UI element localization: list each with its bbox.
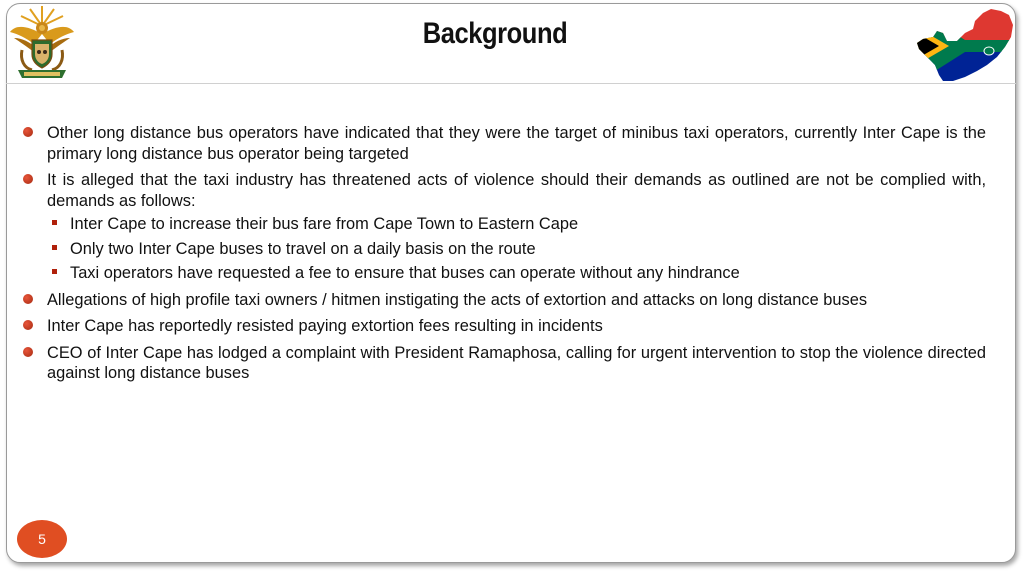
south-africa-flag-map-icon bbox=[913, 7, 1016, 85]
bullet-item bbox=[22, 170, 986, 284]
bullet-dot-icon bbox=[23, 294, 33, 304]
sub-bullet-square-icon bbox=[52, 269, 57, 274]
bullet-text: CEO of Inter Cape has lodged a complaint with President Ramaphosa, calling for urgent intervention to stop the violence directed against long distance buses bbox=[47, 343, 986, 382]
page-number-badge bbox=[17, 520, 67, 558]
sub-bullet-text: Inter Cape to increase their bus fare from Cape Town to Eastern Cape bbox=[70, 215, 579, 233]
bullet-list bbox=[22, 123, 986, 390]
sub-bullet-item bbox=[22, 239, 986, 260]
page-number: 5 bbox=[38, 531, 46, 547]
bullet-dot-icon bbox=[23, 320, 33, 330]
slide-title: Background bbox=[422, 17, 568, 50]
header-divider bbox=[6, 83, 1016, 84]
bullet-item bbox=[22, 316, 986, 337]
bullet-text: Other long distance bus operators have indicated that they were the target of minibus taxi operators, currently Inter Cape is the primary long distance bus operator being targeted bbox=[47, 124, 986, 163]
sub-bullet-list bbox=[47, 214, 986, 284]
coat-of-arms-icon bbox=[8, 4, 76, 82]
sub-bullet-text: Only two Inter Cape buses to travel on a daily basis on the route bbox=[70, 239, 536, 258]
bullet-text: Inter Cape has reportedly resisted paying extortion fees resulting in incidents bbox=[47, 317, 603, 335]
bullet-dot-icon bbox=[23, 347, 33, 357]
sub-bullet-item bbox=[22, 214, 986, 235]
sub-bullet-text: Taxi operators have requested a fee to ensure that buses can operate without any hindrance bbox=[70, 264, 740, 282]
bullet-text: It is alleged that the taxi industry has threatened acts of violence should their demands as outlined are not be complied with, demands as follows: bbox=[47, 171, 986, 210]
bullet-dot-icon bbox=[23, 174, 33, 184]
bullet-item bbox=[22, 290, 986, 311]
sub-bullet-item bbox=[22, 263, 986, 284]
bullet-text: Allegations of high profile taxi owners / hitmen instigating the acts of extortion and attacks on long distance buses bbox=[47, 290, 868, 309]
bullet-dot-icon bbox=[23, 127, 33, 137]
sub-bullet-square-icon bbox=[52, 245, 57, 250]
sub-bullet-square-icon bbox=[52, 220, 57, 225]
bullet-item bbox=[22, 343, 986, 384]
bullet-item bbox=[22, 123, 986, 164]
